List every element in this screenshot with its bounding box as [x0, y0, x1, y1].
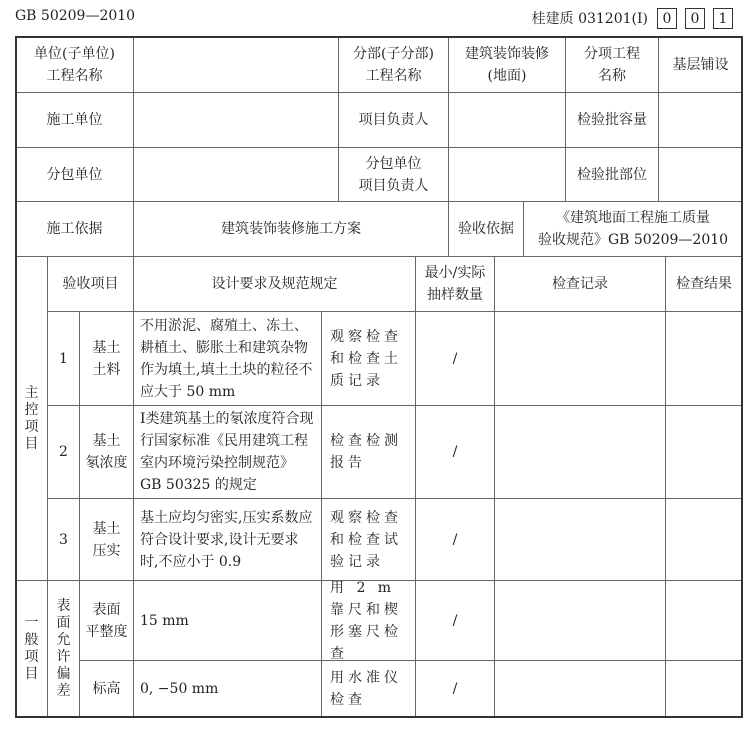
row-record[interactable] — [494, 580, 666, 661]
col-record: 检查记录 — [494, 256, 666, 312]
row-result[interactable] — [665, 498, 743, 581]
part-label: 检验批部位 — [565, 147, 659, 202]
tolerance-group-label: 表 面 允 许 偏 差 — [47, 580, 80, 718]
row-record[interactable] — [494, 405, 666, 499]
row-number: 2 — [47, 405, 80, 499]
row-method: 用 2 m 靠尺和楔形塞尺检查 — [321, 580, 416, 661]
unit-label: 单位(子单位) 工程名称 — [15, 36, 134, 93]
accept-label: 验收依据 — [448, 201, 524, 257]
col-requirement: 设计要求及规范规定 — [133, 256, 416, 312]
serial-box: 0 — [685, 8, 705, 29]
row-name: 表面 平整度 — [79, 580, 134, 661]
constructor-value[interactable] — [133, 92, 339, 148]
row-result[interactable] — [665, 311, 743, 406]
sub-label: 分包单位 — [15, 147, 134, 202]
standard-number: GB 50209—2010 — [15, 8, 136, 24]
sub-manager-label: 分包单位 项目负责人 — [338, 147, 449, 202]
row-name: 标高 — [79, 660, 134, 718]
capacity-value[interactable] — [658, 92, 743, 148]
row-requirement: Ⅰ类建筑基土的氡浓度符合现行国家标准《民用建筑工程室内环境污染控制规范》GB 50325 的规定 — [133, 405, 322, 499]
row-requirement: 0, −50 mm — [133, 660, 322, 718]
row-requirement: 15 mm — [133, 580, 322, 661]
row-method: 观察检查和检查土质记录 — [321, 311, 416, 406]
general-items-label: 一 般 项 目 — [15, 580, 48, 718]
row-sample[interactable]: / — [415, 580, 495, 661]
part-value[interactable] — [658, 147, 743, 202]
row-record[interactable] — [494, 498, 666, 581]
row-method: 检查检测报告 — [321, 405, 416, 499]
row-result[interactable] — [665, 660, 743, 718]
col-result: 检查结果 — [665, 256, 743, 312]
division-value[interactable]: 建筑装饰装修 (地面) — [448, 36, 566, 93]
sub-value[interactable] — [133, 147, 339, 202]
item-label: 分项工程 名称 — [565, 36, 659, 93]
accept-value[interactable]: 《建筑地面工程施工质量 验收规范》GB 50209—2010 — [523, 201, 743, 257]
basis-value[interactable]: 建筑装饰装修施工方案 — [133, 201, 449, 257]
row-method: 用水准仪检查 — [321, 660, 416, 718]
row-result[interactable] — [665, 405, 743, 499]
serial-box: 1 — [713, 8, 733, 29]
item-value[interactable]: 基层铺设 — [658, 36, 743, 93]
row-sample[interactable]: / — [415, 660, 495, 718]
manager-value[interactable] — [448, 92, 566, 148]
sub-manager-value[interactable] — [448, 147, 566, 202]
division-label: 分部(子分部) 工程名称 — [338, 36, 449, 93]
row-number: 1 — [47, 311, 80, 406]
col-item: 验收项目 — [47, 256, 134, 312]
row-name: 基土 氡浓度 — [79, 405, 134, 499]
row-record[interactable] — [494, 311, 666, 406]
form-code: 桂建质 031201(Ⅰ) — [531, 11, 648, 27]
row-name: 基土 土料 — [79, 311, 134, 406]
main-items-label: 主 控 项 目 — [15, 256, 48, 581]
constructor-label: 施工单位 — [15, 92, 134, 148]
row-method: 观察检查和检查试验记录 — [321, 498, 416, 581]
manager-label: 项目负责人 — [338, 92, 449, 148]
row-sample[interactable]: / — [415, 405, 495, 499]
basis-label: 施工依据 — [15, 201, 134, 257]
row-sample[interactable]: / — [415, 498, 495, 581]
serial-box: 0 — [657, 8, 677, 29]
col-sample: 最小/实际 抽样数量 — [415, 256, 495, 312]
row-record[interactable] — [494, 660, 666, 718]
row-result[interactable] — [665, 580, 743, 661]
row-requirement: 基土应均匀密实,压实系数应符合设计要求,设计无要求时,不应小于 0.9 — [133, 498, 322, 581]
row-sample[interactable]: / — [415, 311, 495, 406]
capacity-label: 检验批容量 — [565, 92, 659, 148]
row-requirement: 不用淤泥、腐殖土、冻土、耕植土、膨胀土和建筑杂物作为填土,填土土块的粒径不应大于 50 mm — [133, 311, 322, 406]
row-name: 基土 压实 — [79, 498, 134, 581]
row-number: 3 — [47, 498, 80, 581]
unit-value[interactable] — [133, 36, 339, 93]
